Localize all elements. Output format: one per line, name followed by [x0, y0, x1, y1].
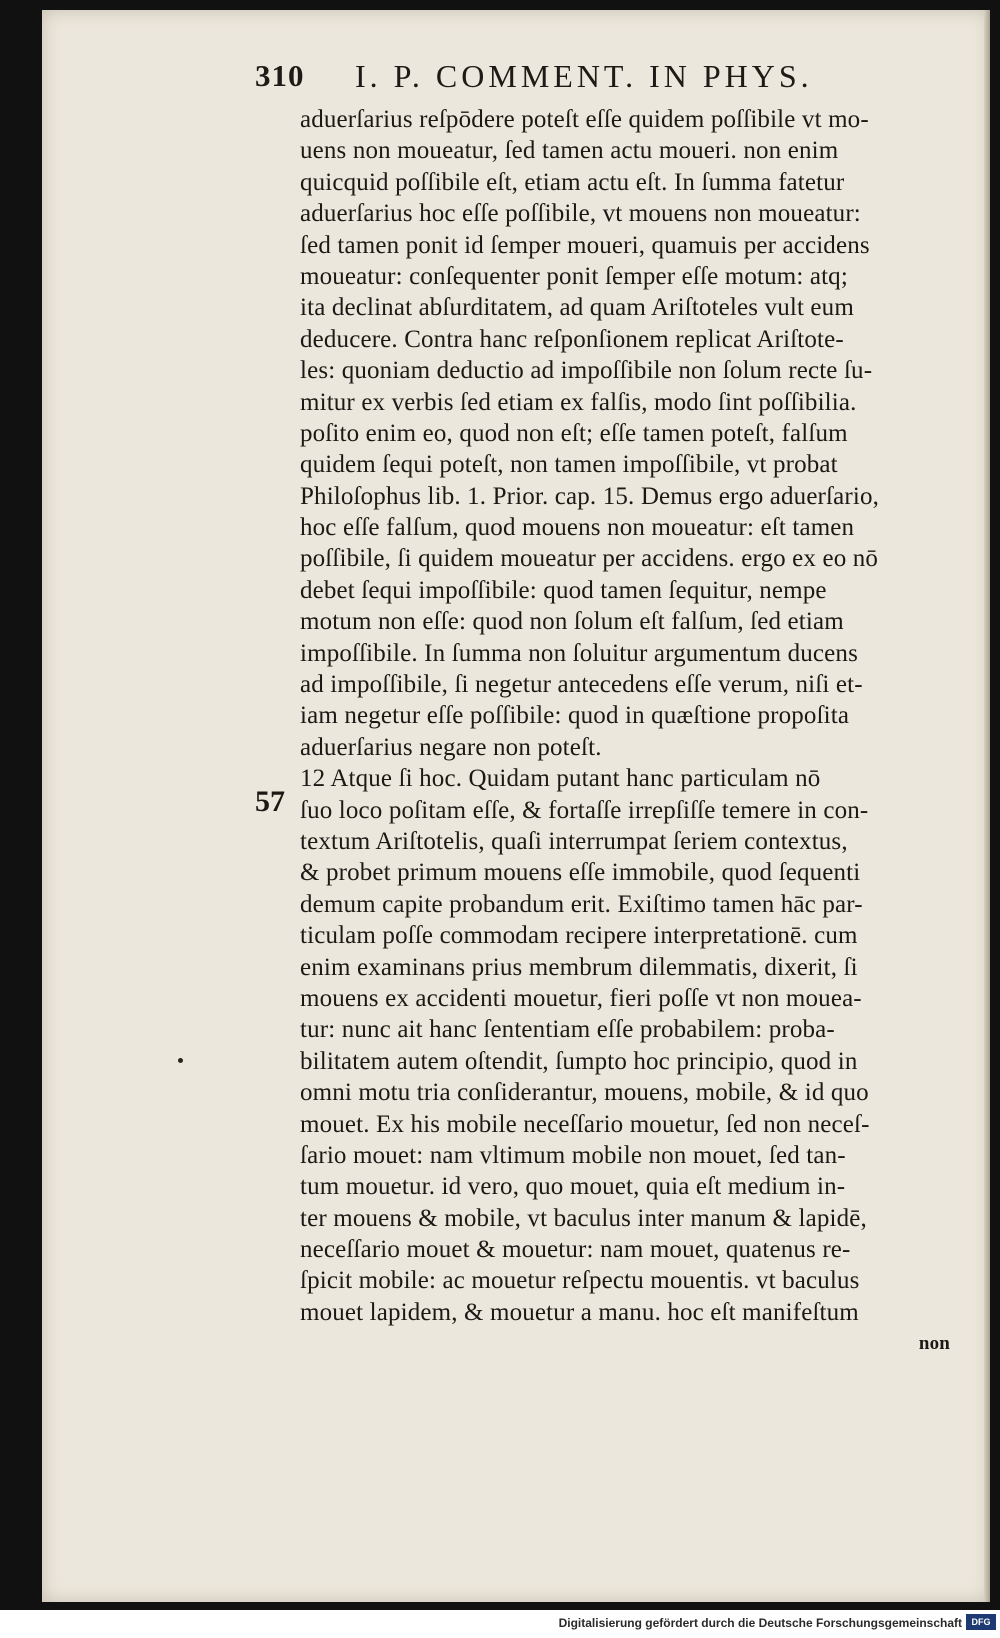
text-line: ſed tamen ponit id ſemper moueri, quamuis per accidens: [300, 231, 870, 259]
text-line: neceſſario mouet & mouetur: nam mouet, quatenus re-: [300, 1236, 851, 1264]
text-line: ticulam poſſe commodam recipere interpretationē. cum: [300, 922, 858, 950]
text-line: impoſſibile. In ſumma non ſoluitur argumentum ducens: [300, 639, 858, 667]
page-edge: [984, 10, 990, 1602]
text-line: tum mouetur. id vero, quo mouet, quia eſt medium in-: [300, 1173, 846, 1201]
footer-bar: [0, 1610, 1000, 1638]
text-line: mouens ex accidenti mouetur, fieri poſſe vt non mouea-: [300, 984, 862, 1012]
text-line: deducere. Contra hanc reſponſionem replicat Ariſtote-: [300, 325, 844, 353]
text-line: debet ſequi impoſſibile: quod tamen ſequitur, nempe: [300, 576, 827, 604]
text-line: Philoſophus lib. 1. Prior. cap. 15. Demus ergo aduerſario,: [300, 482, 879, 510]
running-title: I. P. COMMENT. IN PHYS.: [355, 58, 813, 94]
text-line: mitur ex verbis ſed etiam ex falſis, modo ſint poſſibilia.: [300, 388, 857, 416]
text-line: ter mouens & mobile, vt baculus inter manum & lapidē,: [300, 1204, 867, 1232]
text-line: quicquid poſſibile eſt, etiam actu eſt. In ſumma fatetur: [300, 168, 845, 196]
text-line: quidem ſequi poteſt, non tamen impoſſibile, vt probat: [300, 451, 838, 479]
text-line: enim examinans prius membrum dilemmatis, dixerit, ſi: [300, 953, 858, 981]
text-line: & probet primum mouens eſſe immobile, quod ſequenti: [300, 859, 861, 887]
running-head: [255, 58, 915, 102]
text-line: poſito enim eo, quod non eſt; eſſe tamen poteſt, falſum: [300, 419, 848, 447]
text-line: ſuo loco poſitam eſſe, & fortaſſe irrepſiſſe temere in con-: [300, 796, 869, 824]
text-line: 12 Atque ſi hoc. Quidam putant hanc particulam nō: [300, 765, 821, 793]
text-line: omni motu tria conſiderantur, mouens, mobile, & id quo: [300, 1079, 869, 1107]
text-line: aduerſarius reſpōdere poteſt eſſe quidem poſſibile vt mo-: [300, 106, 869, 133]
text-line: bilitatem autem oſtendit, ſumpto hoc principio, quod in: [300, 1047, 858, 1075]
text-line: ſario mouet: nam vltimum mobile non mouet, ſed tan-: [300, 1141, 846, 1169]
catchword: non: [918, 1333, 950, 1355]
body-text: [300, 104, 958, 1360]
text-line: aduerſarius hoc eſſe poſſibile, vt mouens non moueatur:: [300, 200, 861, 228]
text-line: uens non moueatur, ſed tamen actu moueri. non enim: [300, 137, 839, 165]
text-line: demum capite probandum erit. Exiſtimo tamen hāc par-: [300, 890, 863, 918]
text-line: mouet. Ex his mobile neceſſario mouetur, ſed non neceſ-: [300, 1110, 870, 1138]
funding-credit: Digitalisierung gefördert durch die Deutsche Forschungsgemeinschaft: [558, 1616, 962, 1630]
text-line: ſpicit mobile: ac mouetur reſpectu mouentis. vt baculus: [300, 1267, 860, 1295]
ink-speck: [178, 1058, 183, 1063]
text-line: motum non eſſe: quod non ſolum eſt falſum, ſed etiam: [300, 608, 844, 636]
text-line: mouet lapidem, & mouetur a manu. hoc eſt manifeſtum: [300, 1298, 859, 1326]
text-line: moueatur: conſequenter ponit ſemper eſſe motum: atq;: [300, 262, 848, 290]
text-line: les: quoniam deductio ad impoſſibile non ſolum recte ſu-: [300, 357, 873, 385]
dfg-logo: DFG: [966, 1614, 996, 1630]
text-line: poſſibile, ſi quidem moueatur per accidens. ergo ex eo nō: [300, 545, 879, 573]
text-line: ad impoſſibile, ſi negetur antecedens eſſe verum, niſi et-: [300, 671, 863, 699]
text-line: hoc eſſe falſum, quod mouens non moueatur: eſt tamen: [300, 514, 855, 542]
text-line: ita declinat abſurditatem, ad quam Ariſtoteles vult eum: [300, 294, 854, 322]
text-line: iam negetur eſſe poſſibile: quod in quæſtione propoſita: [300, 702, 850, 730]
page-number: 310: [255, 58, 305, 93]
margin-number: 57: [255, 785, 285, 818]
text-line: aduerſarius negare non poteſt.: [300, 733, 602, 761]
text-line: textum Ariſtotelis, quaſi interrumpat ſeriem contextus,: [300, 827, 848, 855]
text-line: tur: nunc ait hanc ſententiam eſſe probabilem: proba-: [300, 1016, 835, 1044]
